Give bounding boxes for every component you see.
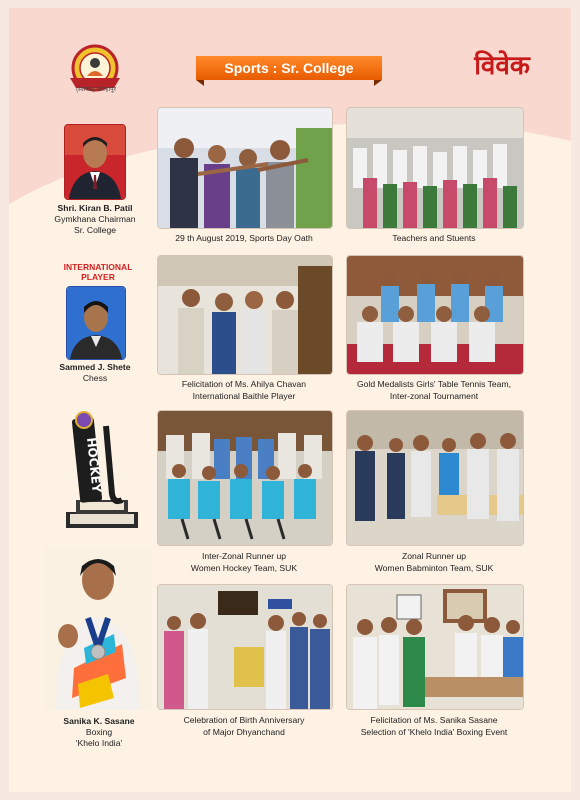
caption-line: Selection of 'Khelo India' Boxing Event <box>360 727 508 737</box>
event-photo-image <box>158 256 332 374</box>
photo-caption <box>340 232 528 244</box>
caption-line: 29 th August 2019, Sports Day Oath <box>175 233 313 243</box>
caption-line: Zonal Runner up <box>401 551 467 561</box>
person-name: Sanika K. Sasane <box>63 716 135 726</box>
person-caption <box>48 362 142 384</box>
title-banner <box>196 56 382 86</box>
person-caption <box>48 716 150 749</box>
portrait-photo <box>64 124 126 200</box>
caption-line: Felicitation of Ms. Ahilya Chavan <box>181 379 307 389</box>
event-photo-image <box>347 256 523 374</box>
portrait-photo <box>44 548 152 710</box>
caption-line: Women Babminton Team, SUK <box>374 563 494 573</box>
caption-line: Women Hockey Team, SUK <box>190 563 298 573</box>
person-name: Shri. Kiran B. Patil <box>57 203 133 213</box>
trophy-label: HOCKEY <box>84 436 104 494</box>
portrait-image <box>44 548 152 710</box>
brand-mark: विवेक <box>474 51 530 81</box>
logo-caption: (स्वायत्त) कोल्हापूर <box>76 87 116 93</box>
event-photo <box>157 584 333 710</box>
person-role: Gymkhana Chairman <box>54 214 136 224</box>
person-sport: Chess <box>82 373 108 383</box>
event-photo <box>346 584 524 710</box>
international-player-tag: INTERNATIONAL PLAYER <box>63 262 133 282</box>
event-photo-image <box>158 411 332 545</box>
event-photo <box>346 410 524 546</box>
banner-fold <box>374 80 382 86</box>
photo-caption <box>150 378 338 402</box>
event-photo-image <box>347 108 523 228</box>
event-photo <box>346 255 524 375</box>
caption-line: International Baithle Player <box>192 391 296 401</box>
photo-caption <box>340 714 528 738</box>
person-name: Sammed J. Shete <box>59 362 131 372</box>
photo-caption <box>150 232 338 244</box>
person-event: 'Khelo India' <box>75 738 123 748</box>
caption-line: Inter-zonal Tournament <box>389 391 479 401</box>
event-photo <box>157 255 333 375</box>
event-photo <box>157 107 333 229</box>
caption-line: Teachers and Stuents <box>392 233 476 243</box>
event-photo-image <box>158 108 332 228</box>
hockey-trophy <box>62 408 142 532</box>
portrait-image <box>67 287 125 359</box>
person-unit: Sr. College <box>73 225 117 235</box>
portrait-image <box>65 125 125 199</box>
photo-caption <box>150 714 338 738</box>
caption-line: Celebration of Birth Anniversary <box>183 715 305 725</box>
event-photo <box>346 107 524 229</box>
caption-line: Inter-Zonal Runner up <box>201 551 287 561</box>
caption-line: of Major Dhyanchand <box>203 727 285 737</box>
banner-fold <box>196 80 204 86</box>
person-sport: Boxing <box>85 727 113 737</box>
portrait-photo <box>66 286 126 360</box>
person-caption <box>48 203 142 236</box>
event-photo-image <box>347 411 523 545</box>
photo-caption <box>150 550 338 574</box>
event-photo-image <box>158 585 332 709</box>
caption-line: Felicitation of Ms. Sanika Sasane <box>370 715 498 725</box>
photo-caption <box>340 550 528 574</box>
caption-line: Gold Medalists Girls' Table Tennis Team, <box>356 379 511 389</box>
event-photo-image <box>347 585 523 709</box>
photo-caption <box>340 378 528 402</box>
college-logo <box>66 44 124 102</box>
page-title: Sports : Sr. College <box>196 56 382 80</box>
event-photo <box>157 410 333 546</box>
